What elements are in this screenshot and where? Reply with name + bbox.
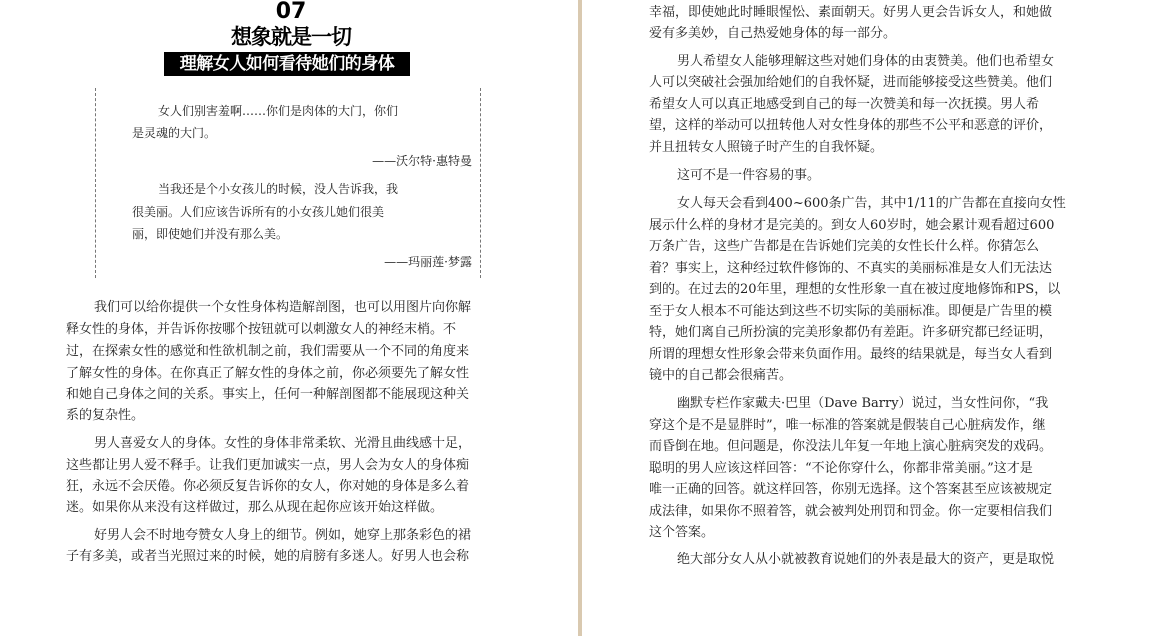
- body-line: 好男人会不时地夸赞女人身上的细节。例如，她穿上那条彩色的裙: [94, 528, 472, 543]
- body-line: 到的。在过去的20年里，理想的女性形象一直在被过度地修饰和PS，以: [649, 282, 1061, 297]
- epigraph-quote-line: 是灵魂的大门。: [132, 126, 217, 140]
- body-line: 唯一正确的回答。就这样回答，你别无选择。这个答案甚至应该被规定: [649, 482, 1053, 497]
- body-line: 穿这个是不是显胖时”，唯一标准的答案就是假装自己心脏病发作，继: [649, 418, 1046, 433]
- body-line: 这些都让男人爱不释手。让我们更加诚实一点，男人会为女人的身体痴: [66, 458, 470, 473]
- body-line: 希望女人可以真正地感受到自己的每一次赞美和每一次抚摸。男人希: [649, 97, 1040, 112]
- epigraph-box: [95, 88, 481, 278]
- epigraph-quote-line: 丽，即使她们并没有那么美。: [132, 227, 289, 241]
- body-line: 望，这样的举动可以扭转他人对女性身体的那些不公平和恶意的评价，: [649, 118, 1053, 133]
- left-page: [0, 0, 578, 636]
- body-line: 爱有多美妙，自己热爱她身体的每一部分。: [649, 26, 897, 41]
- epigraph-attribution: ——玛丽莲·梦露: [384, 255, 472, 269]
- body-line: 万条广告，这些广告都是在告诉她们完美的女性长什么样。你猜怎么: [649, 239, 1040, 254]
- body-line: 我们可以给你提供一个女性身体构造解剖图，也可以用图片向你解: [94, 300, 472, 315]
- epigraph-attribution: ——沃尔特·惠特曼: [372, 154, 472, 168]
- body-line: 系的复杂性。: [66, 408, 145, 423]
- body-line: 释女性的身体，并告诉你按哪个按钮就可以刺激女人的神经末梢。不: [66, 322, 457, 337]
- body-line: 所谓的理想女性形象会带来负面作用。最终的结果就是，每当女人看到: [649, 347, 1053, 362]
- body-line: 镜中的自己都会很痛苦。: [649, 368, 793, 383]
- body-line: 至于女人根本不可能达到这些不切实际的美丽标准。即便是广告里的模: [649, 304, 1053, 319]
- body-line: 子有多美，或者当光照过来的时候，她的肩膀有多迷人。好男人也会称: [66, 549, 470, 564]
- body-line: 着？事实上，这种经过软件修饰的、不真实的美丽标准是女人们无法达: [649, 261, 1053, 276]
- body-line: 狂，永远不会厌倦。你必须反复告诉你的女人，你对她的身体是多么着: [66, 479, 470, 494]
- body-line: 迷。如果你从来没有这样做过，那么从现在起你应该开始这样做。: [66, 500, 444, 515]
- epigraph-quote-line: 女人们别害羞啊……你们是肉体的大门，你们: [158, 104, 399, 118]
- chapter-number: 07: [275, 0, 307, 24]
- body-line: 女人每天会看到400~600条广告，其中1/11的广告都在直接向女性: [677, 196, 1066, 211]
- body-line: 这可不是一件容易的事。: [677, 168, 821, 183]
- body-line: 特，她们离自己所扮演的完美形象都仍有差距。许多研究都已经证明，: [649, 325, 1053, 340]
- right-page: [582, 0, 1158, 636]
- body-line: 人可以突破社会强加给她们的自我怀疑，进而能够接受这些赞美。他们: [649, 75, 1053, 90]
- body-line: 绝大部分女人从小就被教育说她们的外表是最大的资产，更是取悦: [677, 552, 1055, 567]
- body-line: 男人希望女人能够理解这些对她们身体的由衷赞美。他们也希望女: [677, 54, 1055, 69]
- body-line: 和她自己身体之间的关系。事实上，任何一种解剖图都不能展现这种关: [66, 387, 470, 402]
- body-line: 这个答案。: [649, 525, 715, 540]
- body-line: 过，在探索女性的感觉和性欲机制之前，我们需要从一个不同的角度来: [66, 344, 470, 359]
- body-line: 了解女性的身体。在你真正了解女性的身体之前，你必须要先了解女性: [66, 366, 470, 381]
- body-line: 幸福，即使她此时睡眼惺忪、素面朝天。好男人更会告诉女人，和她做: [649, 5, 1053, 20]
- body-line: 幽默专栏作家戴夫·巴里（Dave Barry）说过，当女性问你，“我: [677, 396, 1049, 411]
- body-line: 成法律，如果你不照着答，就会被判处刑罚和罚金。你一定要相信我们: [649, 504, 1053, 519]
- chapter-subtitle: 理解女人如何看待她们的身体: [164, 52, 410, 76]
- epigraph-quote-line: 很美丽。人们应该告诉所有的小女孩儿她们很美: [132, 205, 385, 219]
- body-line: 展示什么样的身材才是完美的。到女人60岁时，她会累计观看超过600: [649, 218, 1055, 233]
- body-line: 男人喜爱女人的身体。女性的身体非常柔软、光滑且曲线感十足，: [94, 436, 472, 451]
- chapter-title: 想象就是一切: [231, 25, 351, 49]
- body-line: 并且扭转女人照镜子时产生的自我怀疑。: [649, 140, 884, 155]
- body-line: 聪明的男人应该这样回答：“不论你穿什么，你都非常美丽。”这才是: [649, 461, 1033, 476]
- epigraph-quote-line: 当我还是个小女孩儿的时候，没人告诉我，我: [158, 182, 399, 196]
- body-line: 而昏倒在地。但问题是，你没法儿年复一年地上演心脏病突发的戏码。: [649, 439, 1053, 454]
